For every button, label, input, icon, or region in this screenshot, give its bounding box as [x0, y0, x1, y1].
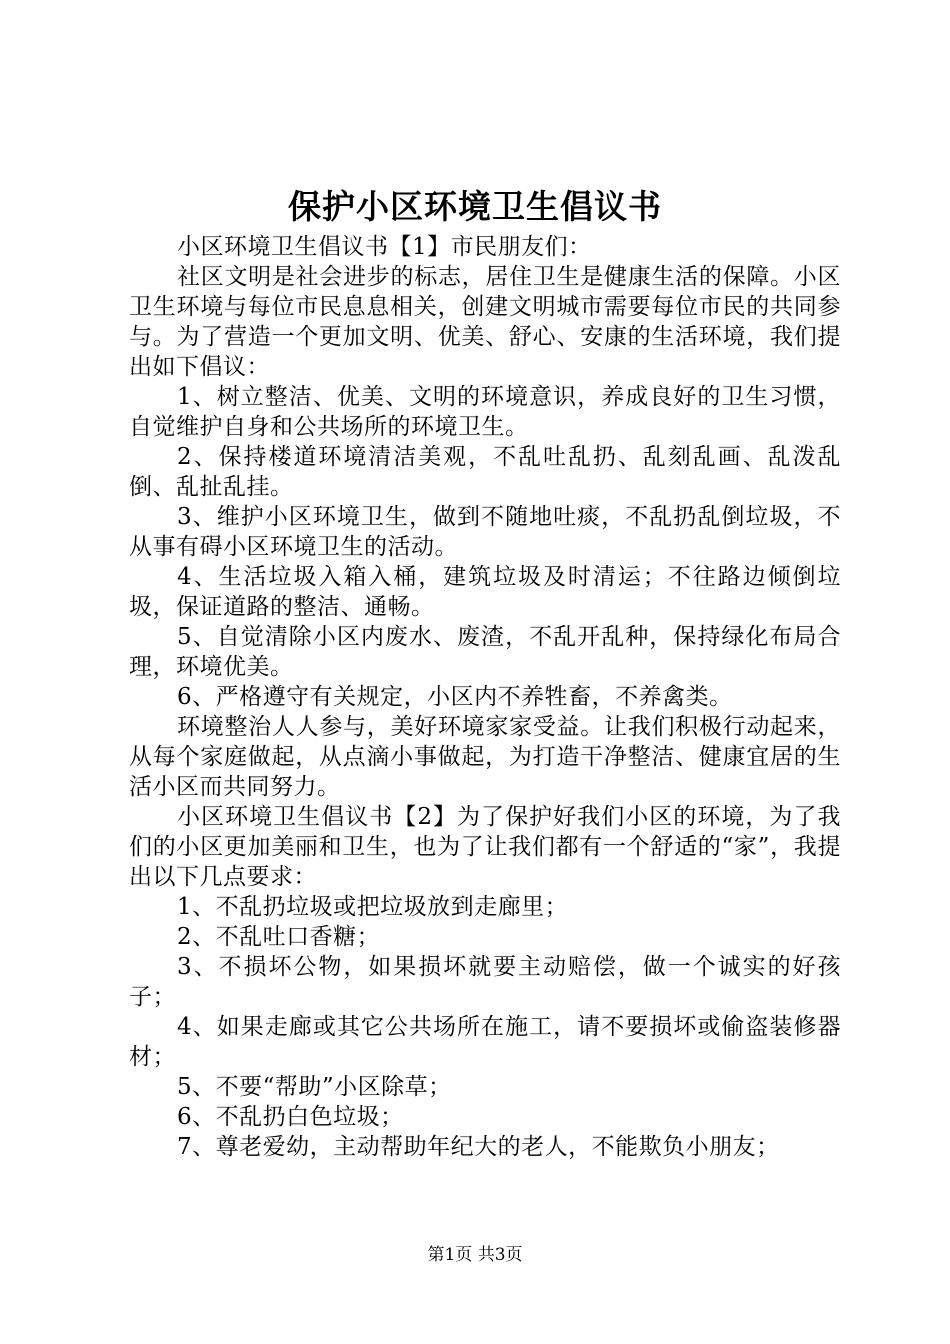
paragraph: 6、严格遵守有关规定，小区内不养牲畜，不养禽类。 — [177, 684, 733, 710]
document-body — [129, 232, 841, 1162]
paragraph: 环境整治人人参与，美好环境家家受益。让我们积极行动起来，从每个家庭做起，从点滴小事做起，为打造干净整洁、健康宜居的生活小区而共同努力。 — [129, 714, 841, 800]
paragraph: 3、维护小区环境卫生，做到不随地吐痰，不乱扔乱倒垃圾，不从事有碍小区环境卫生的活动。 — [129, 504, 841, 560]
paragraph: 3、不损坏公物，如果损坏就要主动赔偿，做一个诚实的好孩子； — [129, 954, 841, 1010]
paragraph: 4、生活垃圾入箱入桶，建筑垃圾及时清运；不往路边倾倒垃圾，保证道路的整洁、通畅。 — [129, 564, 841, 620]
paragraph: 2、不乱吐口香糖； — [177, 924, 381, 950]
paragraph: 小区环境卫生倡议书【2】为了保护好我们小区的环境，为了我们的小区更加美丽和卫生，也为了让我们都有一个舒适的“家”，我提出以下几点要求： — [129, 804, 841, 890]
paragraph: 1、树立整洁、优美、文明的环境意识，养成良好的卫生习惯，自觉维护自身和公共场所的环境卫生。 — [129, 384, 841, 440]
paragraph: 小区环境卫生倡议书【1】市民朋友们： — [177, 234, 592, 260]
page-number-footer: 第1页 共3页 — [427, 1245, 523, 1265]
paragraph: 6、不乱扔白色垃圾； — [177, 1104, 404, 1130]
paragraph: 7、尊老爱幼，主动帮助年纪大的老人，不能欺负小朋友； — [177, 1134, 780, 1160]
paragraph: 社区文明是社会进步的标志，居住卫生是健康生活的保障。小区卫生环境与每位市民息息相关，创建文明城市需要每位市民的共同参与。为了营造一个更加文明、优美、舒心、安康的生活环境，我们提出如下倡议： — [129, 264, 841, 380]
paragraph: 2、保持楼道环境清洁美观，不乱吐乱扔、乱刻乱画、乱泼乱倒、乱扯乱挂。 — [129, 444, 841, 500]
document-title: 保护小区环境卫生倡议书 — [288, 187, 662, 226]
paragraph: 5、不要“帮助”小区除草； — [177, 1074, 452, 1100]
paragraph: 1、不乱扔垃圾或把垃圾放到走廊里； — [177, 894, 569, 920]
paragraph: 4、如果走廊或其它公共场所在施工，请不要损坏或偷盗装修器材； — [129, 1014, 841, 1070]
paragraph: 5、自觉清除小区内废水、废渣，不乱开乱种，保持绿化布局合理，环境优美。 — [129, 624, 841, 680]
